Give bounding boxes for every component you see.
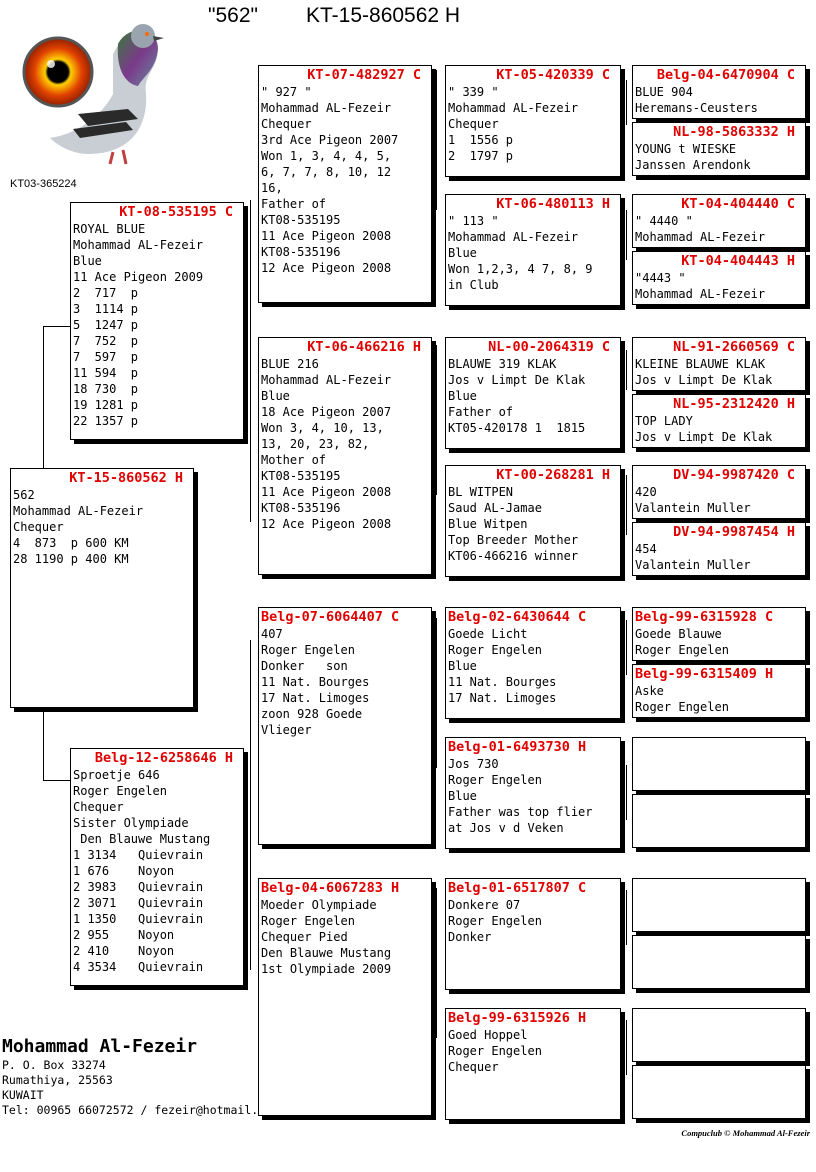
detail-line: 18 730 p (73, 382, 139, 396)
ring-number: DV-94-9987420 C (673, 467, 795, 483)
detail-line: KT08-535195 (261, 469, 341, 483)
detail-line: Mohammad AL-Fezeir (448, 101, 579, 115)
connector-line (626, 80, 627, 125)
pigeon-details (261, 897, 429, 977)
ring-number: Belg-99-6315928 C (635, 609, 774, 625)
detail-line: 11 Ace Pigeon 2008 (261, 229, 392, 243)
detail-line: 11 594 p (73, 366, 139, 380)
pigeon-card-g8[interactable] (632, 522, 806, 576)
detail-line: " 339 " (448, 85, 499, 99)
detail-line: Blue (261, 389, 290, 403)
detail-line: Goede Blauwe (635, 627, 722, 641)
connector-line (626, 210, 627, 260)
pigeon-card-father[interactable] (70, 202, 244, 440)
detail-line: Chequer (261, 117, 312, 131)
detail-line: 17 Nat. Limoges (448, 691, 557, 705)
pigeon-card-g9[interactable] (632, 607, 806, 661)
detail-line: Chequer (13, 520, 64, 534)
detail-line: at Jos v d Veken (448, 821, 564, 835)
detail-line: " 113 " (448, 214, 499, 228)
detail-line: 12 Ace Pigeon 2008 (261, 261, 392, 275)
pigeon-details (635, 213, 803, 245)
pigeon-details (448, 1027, 618, 1075)
detail-line: Top Breeder Mother (448, 533, 579, 547)
detail-line: Mohammad AL-Fezeir (635, 230, 766, 244)
detail-line: 11 Ace Pigeon 2009 (73, 270, 204, 284)
connector-line (250, 640, 251, 970)
pigeon-details (261, 626, 429, 738)
connector-line (43, 710, 44, 780)
detail-line: Father of (261, 197, 327, 211)
detail-line: Den Blauwe Mustang (261, 946, 392, 960)
pigeon-card-fff[interactable] (445, 65, 621, 177)
detail-line: Mohammad AL-Fezeir (261, 101, 392, 115)
ring-number: NL-95-2312420 H (673, 396, 795, 412)
detail-line: Donker son (261, 659, 348, 673)
pigeon-card-g12[interactable] (632, 794, 806, 848)
pigeon-card-g16[interactable] (632, 1065, 806, 1119)
pigeon-card-fmm[interactable] (445, 465, 621, 577)
pigeon-card-g1[interactable] (632, 65, 806, 119)
detail-line: Moeder Olympiade (261, 898, 377, 912)
connector-line (43, 326, 44, 468)
connector-line (626, 475, 627, 535)
pigeon-details (448, 213, 618, 293)
detail-line: Won 3, 4, 10, 13, (261, 421, 384, 435)
ring-number: NL-00-2064319 C (488, 339, 610, 355)
pigeon-ring-title: KT-15-860562 H (306, 4, 461, 27)
pigeon-card-g14[interactable] (632, 935, 806, 989)
ring-number: KT-15-860562 H (69, 470, 183, 486)
detail-line: 28 1190 p 400 KM (13, 552, 129, 566)
pigeon-details (635, 356, 803, 388)
pigeon-card-ff[interactable] (258, 65, 432, 303)
detail-line: Chequer (73, 800, 124, 814)
detail-line: KT05-420178 1 1815 (448, 421, 586, 435)
detail-line: Blue (73, 254, 102, 268)
detail-line: 13, 20, 23, 82, (261, 437, 370, 451)
detail-line: YOUNG t WIESKE (635, 142, 737, 156)
ring-number: KT-05-420339 C (496, 67, 610, 83)
detail-line: in Club (448, 278, 499, 292)
detail-line: 11 Ace Pigeon 2008 (261, 485, 392, 499)
ring-number: DV-94-9987454 H (673, 524, 795, 540)
connector-line (436, 618, 437, 768)
pigeon-details (448, 356, 618, 436)
detail-line: Goede Licht (448, 627, 528, 641)
footer-credit: Compuclub © Mohammad Al-Fezeir (681, 1128, 810, 1138)
pigeon-card-mf[interactable] (258, 607, 432, 845)
pigeon-details (13, 487, 191, 567)
detail-line: 6, 7, 7, 8, 10, 12 (261, 165, 392, 179)
ring-number: KT-04-404440 C (681, 196, 795, 212)
pigeon-details (261, 84, 429, 276)
pigeon-details (635, 270, 803, 302)
connector-line (626, 620, 627, 675)
detail-line: 3rd Ace Pigeon 2007 (261, 133, 399, 147)
pigeon-details (448, 84, 618, 164)
connector-line (436, 345, 437, 495)
pigeon-details (448, 484, 618, 564)
detail-line: Mohammad AL-Fezeir (635, 287, 766, 301)
detail-line: Roger Engelen (448, 773, 542, 787)
detail-line: 22 1357 p (73, 414, 139, 428)
owner-address-line: KUWAIT (2, 1088, 44, 1102)
pigeon-details (635, 413, 803, 445)
pigeon-details (73, 767, 241, 975)
detail-line: Heremans-Ceusters (635, 101, 758, 115)
detail-line: TOP LADY (635, 414, 693, 428)
detail-line: ROYAL BLUE (73, 222, 146, 236)
detail-line: Blue (448, 659, 477, 673)
pigeon-card-g4[interactable] (632, 251, 806, 305)
detail-line: 1 1556 p (448, 133, 514, 147)
pigeon-card-g13[interactable] (632, 878, 806, 932)
detail-line: KT06-466216 winner (448, 549, 579, 563)
detail-line: zoon 928 Goede (261, 707, 363, 721)
detail-line: Chequer (448, 1060, 499, 1074)
ring-number: NL-91-2660569 C (673, 339, 795, 355)
detail-line: 7 597 p (73, 350, 139, 364)
detail-line: BLUE 904 (635, 85, 693, 99)
ring-number: Belg-12-6258646 H (94, 750, 233, 766)
pigeon-details (635, 484, 803, 516)
detail-line: KT08-535196 (261, 501, 341, 515)
detail-line: 2 3071 Quievrain (73, 896, 204, 910)
owner-contact-line: Tel: 00965 66072572 / fezeir@hotmail. (2, 1103, 259, 1117)
detail-line: Blue (448, 246, 477, 260)
connector-line (43, 780, 71, 781)
ring-number: Belg-07-6064407 C (261, 609, 400, 625)
ring-number: KT-06-466216 H (307, 339, 421, 355)
detail-line: 2 3983 Quievrain (73, 880, 204, 894)
pigeon-details (448, 756, 618, 836)
detail-line: Roger Engelen (448, 643, 542, 657)
owner-block (2, 1036, 258, 1118)
detail-line: Donkere 07 (448, 898, 521, 912)
detail-line: Roger Engelen (448, 1044, 542, 1058)
pigeon-card-mmm[interactable] (445, 1008, 621, 1120)
connector-line (250, 200, 251, 522)
pigeon-card-fm[interactable] (258, 337, 432, 575)
pigeon-details (635, 141, 803, 173)
pigeon-card-g7[interactable] (632, 465, 806, 519)
detail-line: " 927 " (261, 85, 312, 99)
detail-line: Mohammad AL-Fezeir (73, 238, 204, 252)
detail-line: " 4440 " (635, 214, 693, 228)
detail-line: Jos v Limpt De Klak (635, 373, 773, 387)
pigeon-details (448, 626, 618, 706)
pigeon-details (635, 541, 803, 573)
pigeon-details (448, 897, 618, 945)
detail-line: 16, (261, 181, 283, 195)
detail-line: Aske (635, 684, 664, 698)
detail-line: 562 (13, 488, 35, 502)
detail-line: Den Blauwe Mustang (73, 832, 211, 846)
detail-line: 1 676 Noyon (73, 864, 175, 878)
pigeon-card-g5[interactable] (632, 337, 806, 391)
detail-line: Mohammad AL-Fezeir (448, 230, 579, 244)
connector-line (626, 1020, 627, 1075)
detail-line: BL WITPEN (448, 485, 514, 499)
detail-line: BLAUWE 319 KLAK (448, 357, 557, 371)
detail-line: Goed Hoppel (448, 1028, 528, 1042)
detail-line: Sister Olympiade (73, 816, 189, 830)
detail-line: Won 1, 3, 4, 4, 5, (261, 149, 392, 163)
detail-line: Roger Engelen (73, 784, 167, 798)
detail-line: Chequer Pied (261, 930, 348, 944)
detail-line: Roger Engelen (448, 914, 542, 928)
detail-line: Father was top flier (448, 805, 593, 819)
connector-line (626, 765, 627, 820)
pigeon-card-mff[interactable] (445, 607, 621, 719)
detail-line: Jos 730 (448, 757, 499, 771)
pigeon-card-g3[interactable] (632, 194, 806, 248)
detail-line: Won 1,2,3, 4 7, 8, 9 (448, 262, 593, 276)
detail-line: Blue (448, 389, 477, 403)
detail-line: Mohammad AL-Fezeir (261, 373, 392, 387)
detail-line: Mother of (261, 453, 327, 467)
detail-line: Father of (448, 405, 514, 419)
detail-line: Blue (448, 789, 477, 803)
detail-line: 1 1350 Quievrain (73, 912, 204, 926)
owner-name: Mohammad Al-Fezeir (2, 1036, 198, 1057)
detail-line: Chequer (448, 117, 499, 131)
ring-number: Belg-01-6493730 H (448, 739, 587, 755)
detail-line: 4 3534 Quievrain (73, 960, 204, 974)
detail-line: 2 717 p (73, 286, 139, 300)
pigeon-details (261, 356, 429, 532)
connector-line (436, 888, 437, 1038)
detail-line: 3 1114 p (73, 302, 139, 316)
detail-line: BLUE 216 (261, 357, 319, 371)
detail-line: 12 Ace Pigeon 2008 (261, 517, 392, 531)
pigeon-name-title: "562" (208, 4, 258, 27)
owner-address-line: P. O. Box 33274 (2, 1058, 106, 1072)
detail-line: KLEINE BLAUWE KLAK (635, 357, 766, 371)
ring-number: KT-04-404443 H (681, 253, 795, 269)
detail-line: Donker (448, 930, 492, 944)
ring-number: KT-08-535195 C (119, 204, 233, 220)
ring-number: Belg-04-6067283 H (261, 880, 400, 896)
pigeon-card-mm[interactable] (258, 878, 432, 1116)
detail-line: 420 (635, 485, 657, 499)
pigeon-eye-logo (18, 14, 168, 166)
detail-line: 407 (261, 627, 283, 641)
detail-line: Vlieger (261, 723, 312, 737)
detail-line: 4 873 p 600 KM (13, 536, 129, 550)
ring-number: NL-98-5863332 H (673, 124, 795, 140)
detail-line: 18 Ace Pigeon 2007 (261, 405, 392, 419)
pigeon-card-g10[interactable] (632, 664, 806, 718)
detail-line: 17 Nat. Limoges (261, 691, 370, 705)
detail-line: Valantein Muller (635, 558, 751, 572)
detail-line: 2 955 Noyon (73, 928, 175, 942)
pigeon-details (635, 683, 803, 715)
detail-line: 2 410 Noyon (73, 944, 175, 958)
pigeon-details (635, 626, 803, 658)
detail-line: KT08-535196 (261, 245, 341, 259)
detail-line: Jos v Limpt De Klak (635, 430, 773, 444)
detail-line: Mohammad AL-Fezeir (13, 504, 144, 518)
detail-line: Saud AL-Jamae (448, 501, 542, 515)
connector-line (626, 350, 627, 390)
detail-line: 11 Nat. Bourges (261, 675, 370, 689)
pigeon-card-g15[interactable] (632, 1008, 806, 1062)
pigeon-card-main[interactable] (10, 468, 194, 708)
ring-number: Belg-02-6430644 C (448, 609, 587, 625)
detail-line: 1 3134 Quievrain (73, 848, 204, 862)
detail-line: Janssen Arendonk (635, 158, 751, 172)
detail-line: Blue Witpen (448, 517, 528, 531)
pigeon-card-mmf[interactable] (445, 878, 621, 990)
connector-line (626, 890, 627, 945)
ring-number: Belg-99-6315409 H (635, 666, 774, 682)
pigeon-card-g2[interactable] (632, 122, 806, 176)
detail-line: KT08-535195 (261, 213, 341, 227)
pigeon-card-ffm[interactable] (445, 194, 621, 306)
detail-line: 5 1247 p (73, 318, 139, 332)
detail-line: Roger Engelen (261, 914, 355, 928)
detail-line: 11 Nat. Bourges (448, 675, 557, 689)
detail-line: 454 (635, 542, 657, 556)
ring-number: Belg-04-6470904 C (656, 67, 795, 83)
ring-number: Belg-01-6517807 C (448, 880, 587, 896)
owner-address-line: Rumathiya, 25563 (2, 1073, 113, 1087)
detail-line: 2 1797 p (448, 149, 514, 163)
pigeon-card-g11[interactable] (632, 737, 806, 791)
logo-caption: KT03-365224 (10, 178, 77, 190)
detail-line: 7 752 p (73, 334, 139, 348)
detail-line: Sproetje 646 (73, 768, 160, 782)
detail-line: Jos v Limpt De Klak (448, 373, 586, 387)
ring-number: KT-00-268281 H (496, 467, 610, 483)
ring-number: Belg-99-6315926 H (448, 1010, 587, 1026)
pigeon-details (635, 84, 803, 116)
pigeon-card-mfm[interactable] (445, 737, 621, 849)
pigeon-card-mother[interactable] (70, 748, 244, 986)
ring-number: KT-06-480113 H (496, 196, 610, 212)
detail-line: "4443 " (635, 271, 686, 285)
detail-line: Roger Engelen (635, 700, 729, 714)
pigeon-card-fmf[interactable] (445, 337, 621, 449)
detail-line: 19 1281 p (73, 398, 139, 412)
pigeon-card-g6[interactable] (632, 394, 806, 448)
connector-line (436, 70, 437, 210)
pigeon-details (73, 221, 241, 429)
detail-line: Roger Engelen (635, 643, 729, 657)
detail-line: 1st Olympiade 2009 (261, 962, 392, 976)
connector-line (43, 326, 71, 327)
detail-line: Valantein Muller (635, 501, 751, 515)
ring-number: KT-07-482927 C (307, 67, 421, 83)
detail-line: Roger Engelen (261, 643, 355, 657)
